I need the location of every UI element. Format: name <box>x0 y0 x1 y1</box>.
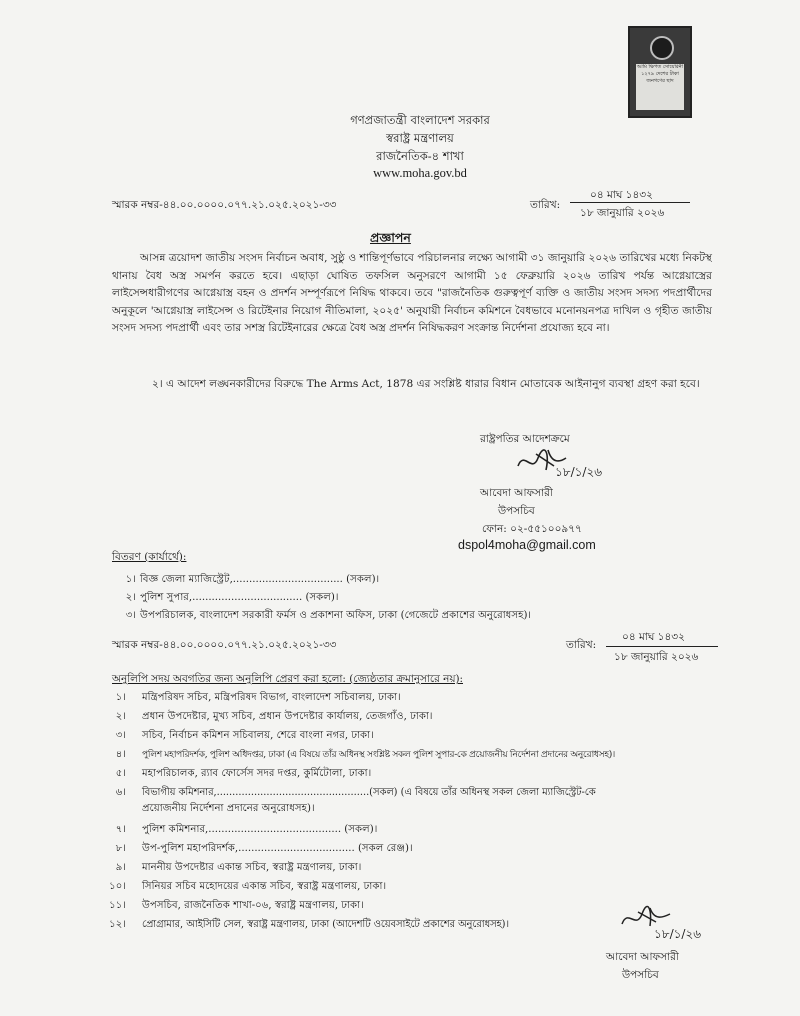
date-bangla-2: ০৪ মাঘ ১৪৩২ <box>622 631 685 643</box>
copy-num: ১১। <box>109 900 126 911</box>
distribution-num: ৩। <box>125 610 136 621</box>
copy-item: প্রধান উপদেষ্টার, মুখ্য সচিব, প্রধান উপদেষ্টার কার্যালয়, তেজগাঁও, ঢাকা। <box>142 711 433 722</box>
distribution-item: পুলিশ সুপার,.................................. (সকল)। <box>140 592 339 603</box>
signature-date-2: ১৮/১/২৬ <box>654 927 702 941</box>
copy-item: উপসচিব, রাজনৈতিক শাখা-০৬, স্বরাষ্ট্র মন্ত্রণালয়, ঢাকা। <box>142 900 364 911</box>
signature-date: ১৮/১/২৬ <box>555 465 603 479</box>
date-english-2: ১৮ জানুয়ারি ২০২৬ <box>614 651 699 663</box>
date-divider-2 <box>606 646 718 647</box>
date-english: ১৮ জানুয়ারি ২০২৬ <box>580 207 665 219</box>
signatory-email: dspol4moha@gmail.com <box>458 538 596 552</box>
header-website: www.moha.gov.bd <box>373 166 467 180</box>
memo-number: স্মারক নম্বর-৪৪.০০.০০০০.০৭৭.২১.০২৫.২০২১-৩৩ <box>112 199 337 211</box>
memo-number-2: স্মারক নম্বর-৪৪.০০.০০০০.০৭৭.২১.০২৫.২০২১-৩৩ <box>112 639 337 651</box>
copy-item: সচিব, নির্বাচন কমিশন সচিবালয়, শেরে বাংলা নগর, ঢাকা। <box>142 730 374 741</box>
copy-num: ৭। <box>115 824 126 835</box>
copy-num: ৬। <box>115 787 126 798</box>
by-order-text: রাষ্ট্রপতির আদেশক্রমে <box>480 433 570 445</box>
copy-num: ৯। <box>115 862 126 873</box>
signatory-designation-2: উপসচিব <box>622 969 659 981</box>
emblem-icon <box>650 36 674 60</box>
copies-heading: অনুলিপি সদয় অবগতির জন্য অনুলিপি প্রেরণ করা হলো: (জ্যেষ্ঠতার ক্রমানুসারে নয়): <box>112 673 463 685</box>
official-stamp <box>628 26 692 118</box>
date-divider <box>570 202 690 203</box>
copy-item: মহাপরিচালক, র‍্যাব ফোর্সেস সদর দপ্তর, কুর্মিটোলা, ঢাকা। <box>142 768 372 779</box>
copy-num: ১২। <box>109 919 126 930</box>
signatory-designation: উপসচিব <box>498 505 535 517</box>
date-label: তারিখ: <box>530 199 561 211</box>
signatory-phone: ফোন: ০২-৫৫১০০৯৭৭ <box>482 523 582 535</box>
signatory-name: আবেদা আফসারী <box>480 487 553 499</box>
copy-item: পুলিশ মহাপরিদর্শক, পুলিশ অধিদপ্তর, ঢাকা (এ বিষয়ে তাঁর অধিনস্থ সংশ্লিষ্ট সকল পুলিশ সুপার-কে প্রয়োজনীয় নির্দেশনা প্রদানের অনুরোধসহ)। <box>142 750 615 760</box>
header-section: রাজনৈতিক-৪ শাখা <box>376 149 464 163</box>
copy-num: ১। <box>115 692 126 703</box>
copy-item: প্রোগ্রামার, আইসিটি সেল, স্বরাষ্ট্র মন্ত্রণালয়, ঢাকা (আদেশটি ওয়েবসাইটে প্রকাশের অনুরোধসহ)। <box>142 919 510 930</box>
copy-item: মাননীয় উপদেষ্টার একান্ত সচিব, স্বরাষ্ট্র মন্ত্রণালয়, ঢাকা। <box>142 862 362 873</box>
copy-item: উপ-পুলিশ মহাপরিদর্শক,.................................... (সকল রেঞ্জ)। <box>142 843 413 854</box>
date-bangla: ০৪ মাঘ ১৪৩২ <box>590 189 653 201</box>
copy-num: ১০। <box>109 881 126 892</box>
copy-item: সিনিয়র সচিব মহোদয়ের একান্ত সচিব, স্বরাষ্ট্র মন্ত্রণালয়, ঢাকা। <box>142 881 387 892</box>
distribution-num: ২। <box>125 592 136 603</box>
stamp-text: আমি ক্ষিপত সোয়েরিনী ১২৭৯ দেশের টাকা জনগণের ছাদ <box>636 64 684 110</box>
copy-num: ৪। <box>115 749 126 760</box>
distribution-item: উপপরিচালক, বাংলাদেশ সরকারী ফর্মস ও প্রকাশনা অফিস, ঢাকা (গেজেটে প্রকাশের অনুরোধসহ)। <box>140 610 532 621</box>
copy-item: মন্ত্রিপরিষদ সচিব, মন্ত্রিপরিষদ বিভাগ, বাংলাদেশ সচিবালয়, ঢাকা। <box>142 692 401 703</box>
distribution-heading: বিতরণ (কার্যার্থে): <box>112 551 187 563</box>
date-label-2: তারিখ: <box>566 639 597 651</box>
signatory-name-2: আবেদা আফসারী <box>606 951 679 963</box>
distribution-item: বিজ্ঞ জেলা ম্যাজিস্ট্রেট,.................................. (সকল)। <box>140 574 380 585</box>
copy-num: ৮। <box>115 843 126 854</box>
copy-num: ৩। <box>115 730 126 741</box>
copy-item-continuation: প্রয়োজনীয় নির্দেশনা প্রদানের অনুরোধসহ)। <box>142 803 315 814</box>
copy-num: ৫। <box>115 768 126 779</box>
notification-paragraph-1: আসন্ন ত্রয়োদশ জাতীয় সংসদ নির্বাচন অবাধ, সুষ্ঠু ও শান্তিপূর্ণভাবে পরিচালনার লক্ষ্যে আগামী ৩১ জানুয়ারি ২০২৬ তারিখের মধ্যে নিকটস্থ থানায় বৈধ অস্ত্র সমর্পন করতে হবে। এছাড়া ঘোষিত তফসিল অনুসরণে আগামী ১৫ ফেব্রুয়ারি ২০২৬ তারিখ পর্যন্ত আগ্নেয়াস্ত্রের লাইসেন্সধারীগণের আগ্নেয়াস্ত্র বহন ও প্রদর্শন সম্পূর্ণরূপে নিষিদ্ধ থাকবে। তবে "রাজনৈতিক গুরুত্বপূর্ণ ব্যক্তি ও জাতীয় সংসদ সদস্য পদপ্রার্থীদের অনুকূলে 'আগ্নেয়াস্ত্র লাইসেন্স ও রিটেইনার নিয়োগ নীতিমালা, ২০২৫' অনুযায়ী নির্বাচন কমিশনে বৈধভাবে মনোনয়নপত্র দাখিল ও গৃহীত জাতীয় সংসদ সদস্য পদপ্রার্থী এবং তার সশস্ত্র রিটেইনারের ক্ষেত্রে বৈধ অস্ত্র প্রদর্শন নিষিদ্ধকরণ সংক্রান্ত নির্দেশনা প্রযোজ্য হবে না। <box>112 252 712 335</box>
copy-num: ২। <box>115 711 126 722</box>
header-government: গণপ্রজাতন্ত্রী বাংলাদেশ সরকার <box>350 113 490 127</box>
notification-title: প্রজ্ঞাপন <box>370 230 411 245</box>
copy-item: বিভাগীয় কমিশনার,.................................................(সকল) (এ বিষয়ে তাঁর অধিনস্থ সকল জেলা ম্যাজিস্ট্রেট-কে <box>142 787 596 798</box>
distribution-num: ১। <box>125 574 136 585</box>
header-ministry: স্বরাষ্ট্র মন্ত্রণালয় <box>386 131 454 145</box>
notification-paragraph-2: ২। এ আদেশ লঙ্ঘনকারীদের বিরুদ্ধে The Arms Act, 1878 এর সংশ্লিষ্ট ধারার বিধান মোতাবেক আইনানুগ ব্যবস্থা গ্রহণ করা হবে। <box>152 378 700 390</box>
copy-item: পুলিশ কমিশনার,......................................... (সকল)। <box>142 824 378 835</box>
